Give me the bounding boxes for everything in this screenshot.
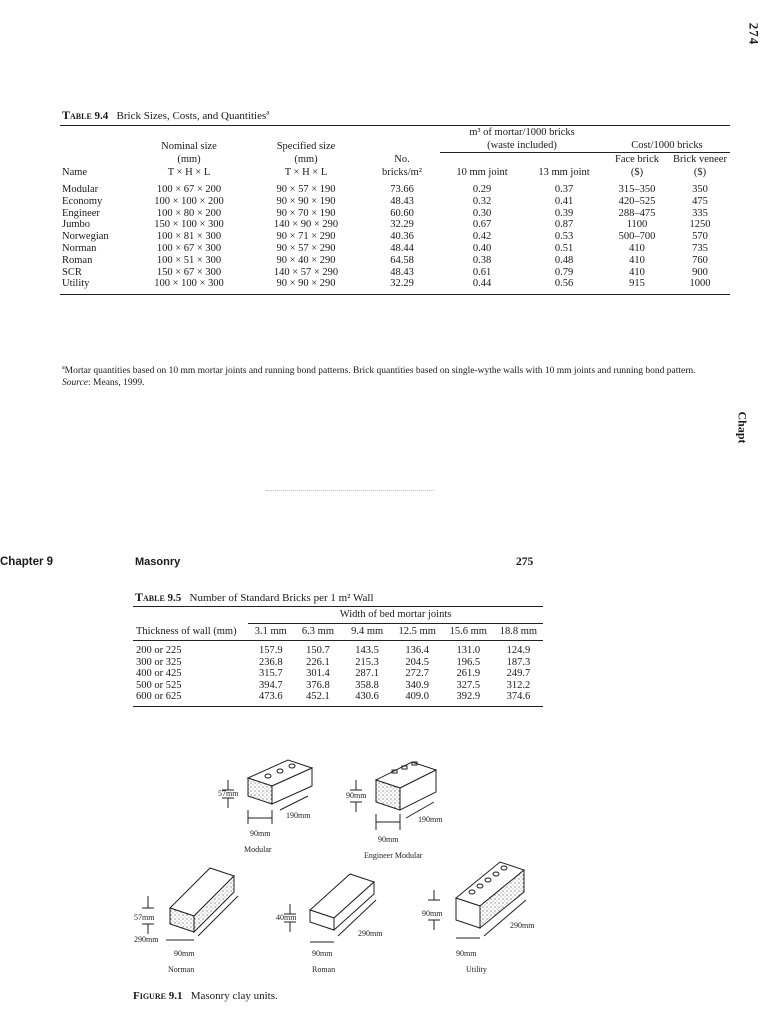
table-cell: 226.1 <box>306 656 330 668</box>
table-row <box>60 219 730 231</box>
utility-width: 90mm <box>456 949 477 958</box>
modular-name: Modular <box>244 845 272 854</box>
table-cell: 200 or 225 <box>136 645 182 656</box>
table-cell: 0.61 <box>472 266 492 278</box>
header-joint-6: 18.8 mm <box>494 624 543 641</box>
header-wall-thickness: Thickness of wall (mm) <box>133 624 248 641</box>
table-cell: Economy <box>62 195 103 207</box>
table-cell: 400 or 425 <box>136 668 182 679</box>
table-row <box>60 278 730 294</box>
table-cell: 0.44 <box>440 278 524 294</box>
header-veneer-line1: Brick veneer <box>673 154 727 165</box>
header-name: Name <box>60 126 130 180</box>
table-cell: 420–525 <box>618 195 656 207</box>
modular-length: 190mm <box>286 811 311 820</box>
table-cell: 500 or 525 <box>136 679 182 691</box>
engineer-width: 90mm <box>378 835 399 844</box>
header-mortar-10mm: 10 mm joint <box>456 167 508 178</box>
table-cell: 0.29 <box>472 184 492 195</box>
table-row <box>60 243 730 255</box>
table-cell: 90 × 57 × 290 <box>276 242 336 254</box>
header-specified-size <box>248 126 364 180</box>
table-9-4-caption <box>62 108 269 123</box>
header-bricks-per-m2 <box>364 126 440 180</box>
table-label: Table <box>135 590 165 604</box>
table-9-4-footnote <box>62 362 734 389</box>
table-title: Brick Sizes, Costs, and Quantities <box>116 110 267 122</box>
table-cell: 600 or 625 <box>133 691 248 706</box>
header-bricks-line2: bricks/m² <box>382 167 422 178</box>
table-cell: 315–350 <box>618 184 656 195</box>
table-cell: 64.58 <box>390 254 414 266</box>
table-cell: 473.6 <box>248 691 293 706</box>
table-title: Number of Standard Bricks per 1 m² Wall <box>189 592 374 604</box>
table-cell: 735 <box>692 242 708 254</box>
table-cell: 90 × 90 × 290 <box>248 278 364 294</box>
brick-sizes-table <box>60 125 730 295</box>
table-cell: 410 <box>629 242 645 254</box>
footnote-mark: a <box>62 365 65 371</box>
table-cell: 1100 <box>626 219 648 231</box>
table-cell: 301.4 <box>306 668 330 679</box>
table-cell: 312.2 <box>506 679 531 691</box>
table-cell: 0.32 <box>472 195 492 207</box>
table-cell: 1000 <box>670 278 730 294</box>
table-cell: 249.7 <box>506 668 531 679</box>
header-mortar-group <box>440 126 604 153</box>
engineer-length: 190mm <box>418 815 443 824</box>
table-cell: 48.43 <box>390 195 414 207</box>
table-cell: 272.7 <box>405 668 430 679</box>
masonry-units-figure <box>130 750 560 986</box>
scan-artifact <box>266 490 434 492</box>
table-cell: 0.48 <box>554 254 574 266</box>
table-cell: 335 <box>692 207 708 219</box>
table-cell: 32.29 <box>364 278 440 294</box>
header-nominal-size <box>130 126 248 180</box>
table-cell: 0.87 <box>554 219 574 231</box>
table-cell: 90 × 57 × 190 <box>276 184 336 195</box>
table-cell: 60.60 <box>390 207 414 219</box>
header-joint-4: 12.5 mm <box>392 624 443 641</box>
header-spacer <box>133 607 248 624</box>
header-joint-5: 15.6 mm <box>443 624 494 641</box>
table-cell: 915 <box>604 278 670 294</box>
header-cost-group: Cost/1000 bricks <box>604 126 730 153</box>
table-cell: 409.0 <box>392 691 443 706</box>
table-cell: Utility <box>60 278 130 294</box>
table-cell: 140 × 90 × 290 <box>273 219 339 231</box>
table-cell: 140 × 57 × 290 <box>273 266 339 278</box>
table-cell: 143.5 <box>355 645 379 656</box>
table-cell: 315.7 <box>258 668 283 679</box>
table-cell: 124.9 <box>506 645 531 656</box>
table-row <box>133 657 543 669</box>
table-cell: 204.5 <box>405 656 430 668</box>
norman-brick <box>142 868 238 940</box>
header-nominal-line2: (mm) <box>177 154 201 165</box>
utility-height: 90mm <box>422 909 443 918</box>
header-bricks-line1: No. <box>394 154 410 165</box>
brick-sizes-table-body <box>60 179 730 295</box>
table-cell: 196.5 <box>456 656 481 668</box>
table-number: 9.4 <box>94 110 109 122</box>
table-cell: Roman <box>62 254 93 266</box>
header-veneer-line2: ($) <box>693 167 707 178</box>
table-cell: 187.3 <box>506 656 531 668</box>
table-cell: 90 × 40 × 290 <box>276 254 336 266</box>
table-cell: 100 × 67 × 300 <box>156 242 222 254</box>
table-cell: 0.40 <box>472 242 492 254</box>
header-joint-width-group: Width of bed mortar joints <box>248 607 543 624</box>
roman-width: 90mm <box>312 949 333 958</box>
running-head: Masonry <box>135 556 181 568</box>
table-cell: 157.9 <box>258 645 283 656</box>
table-cell: 261.9 <box>456 668 481 679</box>
table-cell: 0.39 <box>554 207 574 219</box>
table-cell: 131.0 <box>456 645 481 656</box>
table-row <box>133 680 543 692</box>
norman-length: 290mm <box>134 935 159 944</box>
table-row <box>133 641 543 657</box>
table-cell: 374.6 <box>494 691 543 706</box>
figure-label: Figure <box>133 990 166 1002</box>
table-cell: 0.42 <box>472 231 492 243</box>
roman-length: 290mm <box>358 929 383 938</box>
table-cell: 0.53 <box>554 231 574 243</box>
table-cell: 150 × 67 × 300 <box>156 266 222 278</box>
header-face-brick-line2: ($) <box>630 167 644 178</box>
table-cell: 392.9 <box>443 691 494 706</box>
modular-width: 90mm <box>250 829 271 838</box>
table-cell: 350 <box>692 184 708 195</box>
standard-bricks-table-body <box>133 641 543 707</box>
norman-height: 57mm <box>134 913 155 922</box>
header-face-brick-line1: Face brick <box>614 154 660 165</box>
footnote-text <box>62 362 734 377</box>
roman-height: 40mm <box>276 913 297 922</box>
table-label: Table <box>62 108 92 122</box>
table-cell: 0.38 <box>472 254 492 266</box>
header-brick-veneer <box>670 153 730 180</box>
source-text: : Means, 1999. <box>88 378 145 389</box>
table-cell: 0.41 <box>554 195 574 207</box>
table-cell: 0.37 <box>554 184 574 195</box>
table-cell: 73.66 <box>390 184 414 195</box>
table-cell: 430.6 <box>343 691 392 706</box>
table-cell: 0.56 <box>524 278 604 294</box>
table-cell: 340.9 <box>405 679 430 691</box>
chapter-label: Chapter 9 <box>0 556 54 568</box>
table-cell: 48.43 <box>390 266 414 278</box>
table-cell: 236.8 <box>258 656 283 668</box>
table-cell: 410 <box>629 266 645 278</box>
table-cell: 32.29 <box>390 219 414 231</box>
table-cell: Norwegian <box>62 231 109 243</box>
table-cell: SCR <box>62 266 82 278</box>
table-row <box>60 255 730 267</box>
table-cell: 1250 <box>689 219 711 231</box>
header-specified-line1: Specified size <box>276 141 336 152</box>
table-9-5-caption <box>135 590 374 605</box>
table-cell: 900 <box>692 266 708 278</box>
page-number-bottom: 275 <box>516 556 534 568</box>
header-nominal-line1: Nominal size <box>161 141 217 152</box>
header-joint-3: 9.4 mm <box>343 624 392 641</box>
table-cell: 100 × 51 × 300 <box>156 254 222 266</box>
table-cell: 394.7 <box>258 679 283 691</box>
table-cell: 475 <box>692 195 708 207</box>
table-cell: 0.67 <box>472 219 492 231</box>
table-cell: 100 × 80 × 200 <box>156 207 222 219</box>
table-cell: 0.30 <box>472 207 492 219</box>
header-joint-1: 3.1 mm <box>248 624 293 641</box>
table-row <box>133 691 543 706</box>
table-cell: 150 × 100 × 300 <box>154 219 224 231</box>
table-row <box>60 179 730 196</box>
table-cell: 90 × 90 × 190 <box>276 195 336 207</box>
standard-bricks-table <box>133 606 543 707</box>
source-label: Source <box>62 378 89 389</box>
table-cell: 136.4 <box>405 645 430 656</box>
header-specified-line3: T × H × L <box>284 167 328 178</box>
header-mortar-13mm: 13 mm joint <box>538 167 590 178</box>
figure-caption-text: Masonry clay units. <box>190 990 278 1002</box>
table-cell: 287.1 <box>355 668 379 679</box>
table-cell: 358.8 <box>355 679 379 691</box>
table-cell: 40.36 <box>390 231 414 243</box>
table-cell: Jumbo <box>62 219 91 231</box>
modular-height: 57mm <box>218 789 239 798</box>
table-cell: 150.7 <box>306 645 330 656</box>
norman-name: Norman <box>168 965 195 974</box>
header-nominal-line3: T × H × L <box>167 167 211 178</box>
footnote-body: Mortar quantities based on 10 mm mortar joints and running bond patterns. Brick quantities based on single-wythe walls with 10 mm joints and running bond pattern. <box>64 366 696 377</box>
source-line <box>62 377 734 389</box>
table-cell: 100 × 100 × 200 <box>154 195 224 207</box>
table-row <box>133 668 543 680</box>
figure-9-1-caption <box>133 990 278 1002</box>
header-joint-2: 6.3 mm <box>293 624 342 641</box>
table-cell: 760 <box>692 254 708 266</box>
header-mortar-line2: (waste included) <box>487 140 557 151</box>
table-cell: 100 × 67 × 200 <box>156 184 222 195</box>
table-cell: 100 × 100 × 300 <box>130 278 248 294</box>
roman-name: Roman <box>312 965 336 974</box>
table-cell: 90 × 71 × 290 <box>276 231 336 243</box>
table-cell: 376.8 <box>306 679 330 691</box>
header-face-brick <box>604 153 670 180</box>
table-cell: 0.51 <box>554 242 574 254</box>
utility-name: Utility <box>466 965 487 974</box>
table-cell: 48.44 <box>390 242 414 254</box>
table-cell: 0.79 <box>554 266 574 278</box>
norman-width: 90mm <box>174 949 195 958</box>
table-row <box>60 208 730 220</box>
title-footnote-mark: a <box>266 108 270 117</box>
table-cell: Engineer <box>62 207 100 219</box>
table-cell: 500–700 <box>618 231 656 243</box>
table-cell: 300 or 325 <box>136 656 182 668</box>
table-row <box>60 231 730 243</box>
table-row <box>60 267 730 279</box>
figure-number: 9.1 <box>168 990 183 1002</box>
engineer-name: Engineer Modular <box>364 851 423 860</box>
utility-length: 290mm <box>510 921 535 930</box>
table-cell: 452.1 <box>293 691 342 706</box>
page-number-top: 274 <box>746 22 762 46</box>
table-cell: Norman <box>62 242 97 254</box>
table-cell: 215.3 <box>355 656 379 668</box>
table-row <box>60 196 730 208</box>
table-cell: 90 × 70 × 190 <box>276 207 336 219</box>
engineer-height: 90mm <box>346 791 367 800</box>
chapter-side-label: Chapt <box>735 411 750 444</box>
header-specified-line2: (mm) <box>294 154 318 165</box>
table-cell: 327.5 <box>456 679 481 691</box>
header-mortar-line1: m³ of mortar/1000 bricks <box>469 127 575 138</box>
table-cell: 410 <box>629 254 645 266</box>
table-cell: 288–475 <box>618 207 656 219</box>
table-cell: 570 <box>692 231 708 243</box>
table-cell: 100 × 81 × 300 <box>156 231 222 243</box>
table-cell: Modular <box>62 184 99 195</box>
table-number: 9.5 <box>167 592 182 604</box>
